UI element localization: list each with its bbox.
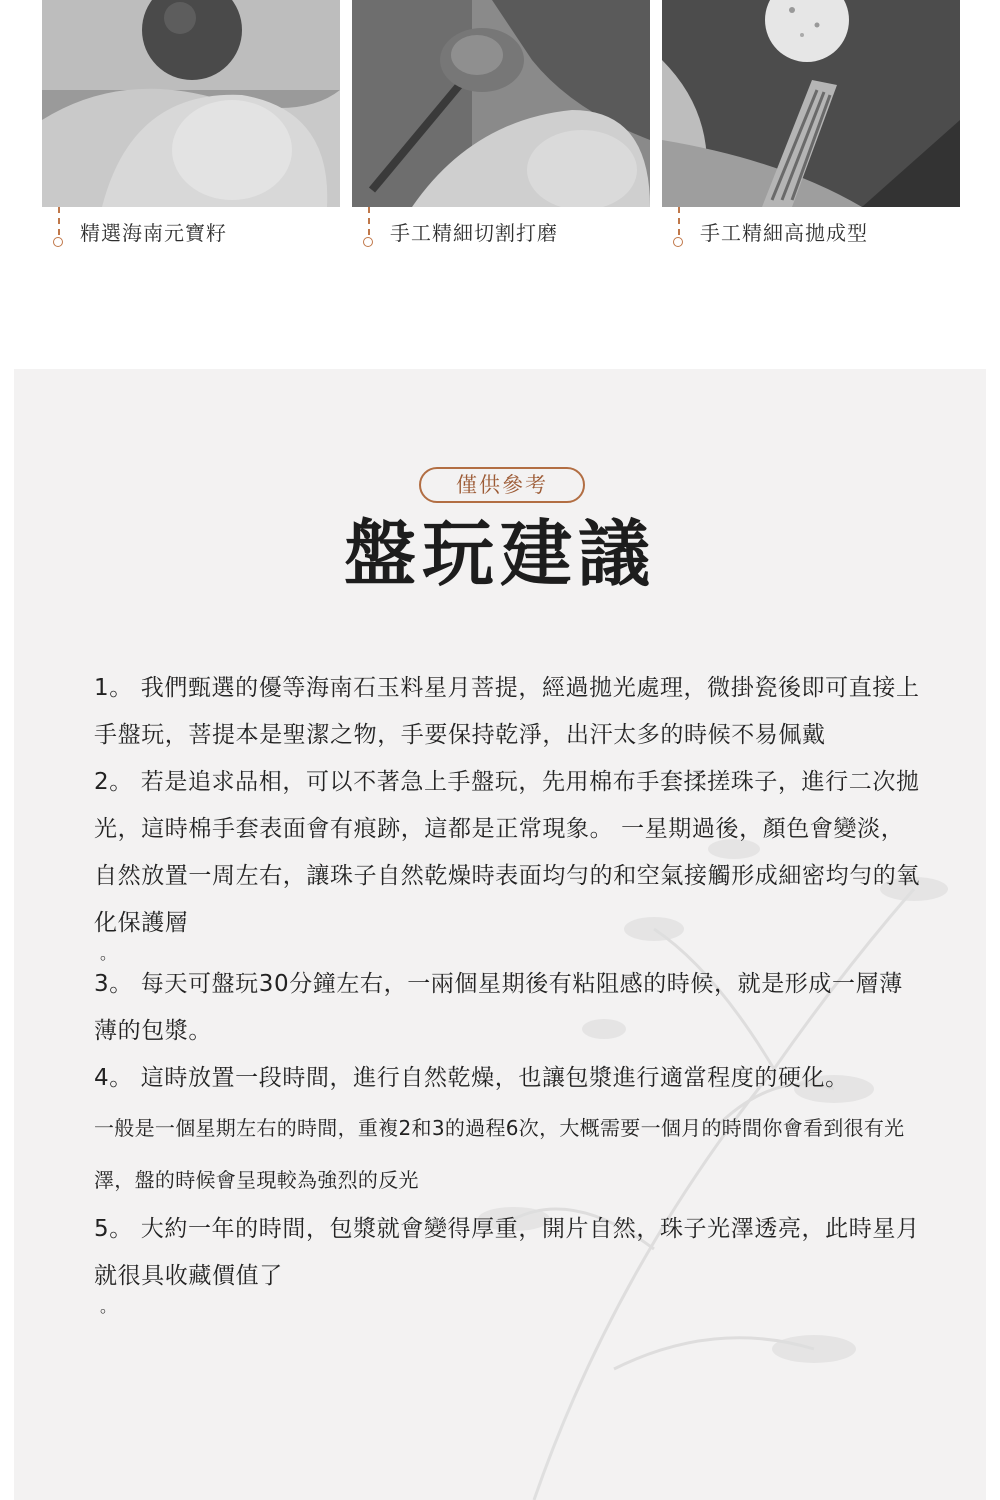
caption-dot (53, 237, 63, 247)
caption-step-3 (662, 207, 960, 257)
advice-item-5-end: 。 (100, 1297, 117, 1316)
section-title: 盤玩建議 (343, 512, 656, 596)
advice-list (94, 665, 924, 1314)
advice-panel (14, 369, 986, 1500)
caption-text: 精選海南元寶籽 (80, 221, 227, 245)
photo-polishing (662, 0, 960, 207)
caption-dot (673, 237, 683, 247)
advice-item-2: 2。 若是追求品相，可以不著急上手盤玩，先用棉布手套揉搓珠子，進行二次拋光，這時棉手套表面會有痕跡，這都是正常現象。 一星期過後，顏色會變淡，自然放置一周左右，讓珠子自然乾燥時表面均勻的和空氣接觸形成細密均勻的氧化保護層 (94, 769, 920, 936)
advice-item-4-detail: 一般是一個星期左右的時間，重複2和3的過程6次，大概需要一個月的時間你會看到很有光澤，盤的時候會呈現較為強烈的反光 (94, 1116, 905, 1192)
caption-dashed-line (368, 207, 370, 235)
advice-item-4: 4。 這時放置一段時間，進行自然乾燥，也讓包漿進行適當程度的硬化。 (94, 1065, 849, 1091)
caption-step-2 (352, 207, 650, 257)
advice-item-3: 3。 每天可盤玩30分鐘左右，一兩個星期後有粘阻感的時候，就是形成一層薄薄的包漿。 (94, 971, 903, 1044)
process-photo-strip (0, 0, 1000, 290)
caption-dot (363, 237, 373, 247)
advice-item-1: 1。 我們甄選的優等海南石玉料星月菩提，經過拋光處理，微掛瓷後即可直接上手盤玩，菩提本是聖潔之物，手要保持乾淨，出汗太多的時候不易佩戴 (94, 675, 920, 748)
caption-dashed-line (58, 207, 60, 235)
reference-only-tag: 僅供參考 (419, 467, 585, 503)
photo-cutting-grinding (352, 0, 650, 207)
caption-dashed-line (678, 207, 680, 235)
advice-item-5: 5。 大約一年的時間，包漿就會變得厚重，開片自然，珠子光澤透亮，此時星月就很具收藏價值了 (94, 1216, 920, 1289)
caption-text: 手工精細切割打磨 (390, 221, 558, 245)
caption-step-1 (42, 207, 340, 257)
advice-item-2-end: 。 (100, 944, 117, 963)
caption-text: 手工精細高拋成型 (700, 221, 868, 245)
photo-seed-selection (42, 0, 340, 207)
